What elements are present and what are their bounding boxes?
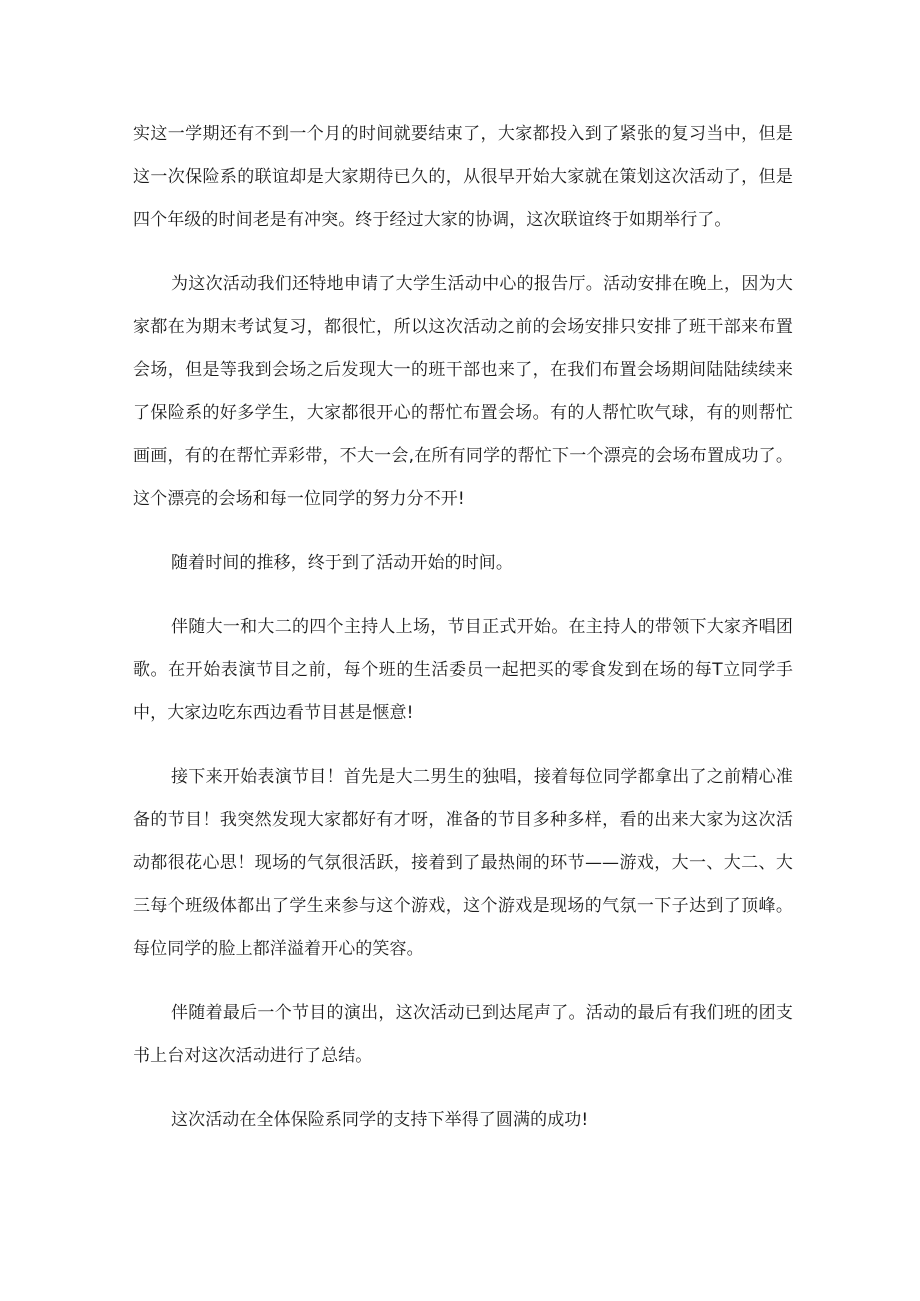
- paragraph-4: 伴随大一和大二的四个主持人上场，节目正式开始。在主持人的带领下大家齐唱团歌。在开始表演节目之前，每个班的生活委员一起把买的零食发到在场的每T立同学手中，大家边吃东西边看节目甚是惬意!: [133, 617, 793, 723]
- paragraph-2: 为这次活动我们还特地申请了大学生活动中心的报告厅。活动安排在晚上，因为大家都在为期末考试复习，都很忙，所以这次活动之前的会场安排只安排了班干部来布置会场，但是等我到会场之后发现大一的班干部也来了，在我们布置会场期间陆陆续续来了保险系的好多学生，大家都很开心的帮忙布置会场。有的人帮忙吹气球，有的则帮忙画画，有的在帮忙弄彩带，不大一会,在所有同学的帮忙下一个漂亮的会场布置成功了。这个漂亮的会场和每一位同学的努力分不开!: [133, 274, 793, 509]
- paragraph-6: 伴随着最后一个节目的演出，这次活动已到达尾声了。活动的最后有我们班的团支书上台对这次活动进行了总结。: [133, 1003, 793, 1066]
- paragraph-1: 实这一学期还有不到一个月的时间就要结束了，大家都投入到了紧张的复习当中，但是这一次保险系的联谊却是大家期待已久的，从很早开始大家就在策划这次活动了，但是四个年级的时间老是有冲突。终于经过大家的协调，这次联谊终于如期举行了。: [133, 124, 793, 230]
- paragraph-5: 接下来开始表演节目！首先是大二男生的独唱，接着每位同学都拿出了之前精心准备的节目！我突然发现大家都好有才呀，准备的节目多种多样，看的出来大家为这次活动都很花心思！现场的气氛很活跃，接着到了最热闹的环节——游戏，大一、大二、大三每个班级体都出了学生来参与这个游戏，这个游戏是现场的气氛一下子达到了顶峰。每位同学的脸上都洋溢着开心的笑容。: [133, 767, 793, 959]
- document-body: [133, 113, 793, 1142]
- paragraph-3: 随着时间的推移，终于到了活动开始的时间。: [171, 553, 513, 573]
- paragraph-7: 这次活动在全体保险系同学的支持下举得了圆满的成功!: [171, 1110, 589, 1130]
